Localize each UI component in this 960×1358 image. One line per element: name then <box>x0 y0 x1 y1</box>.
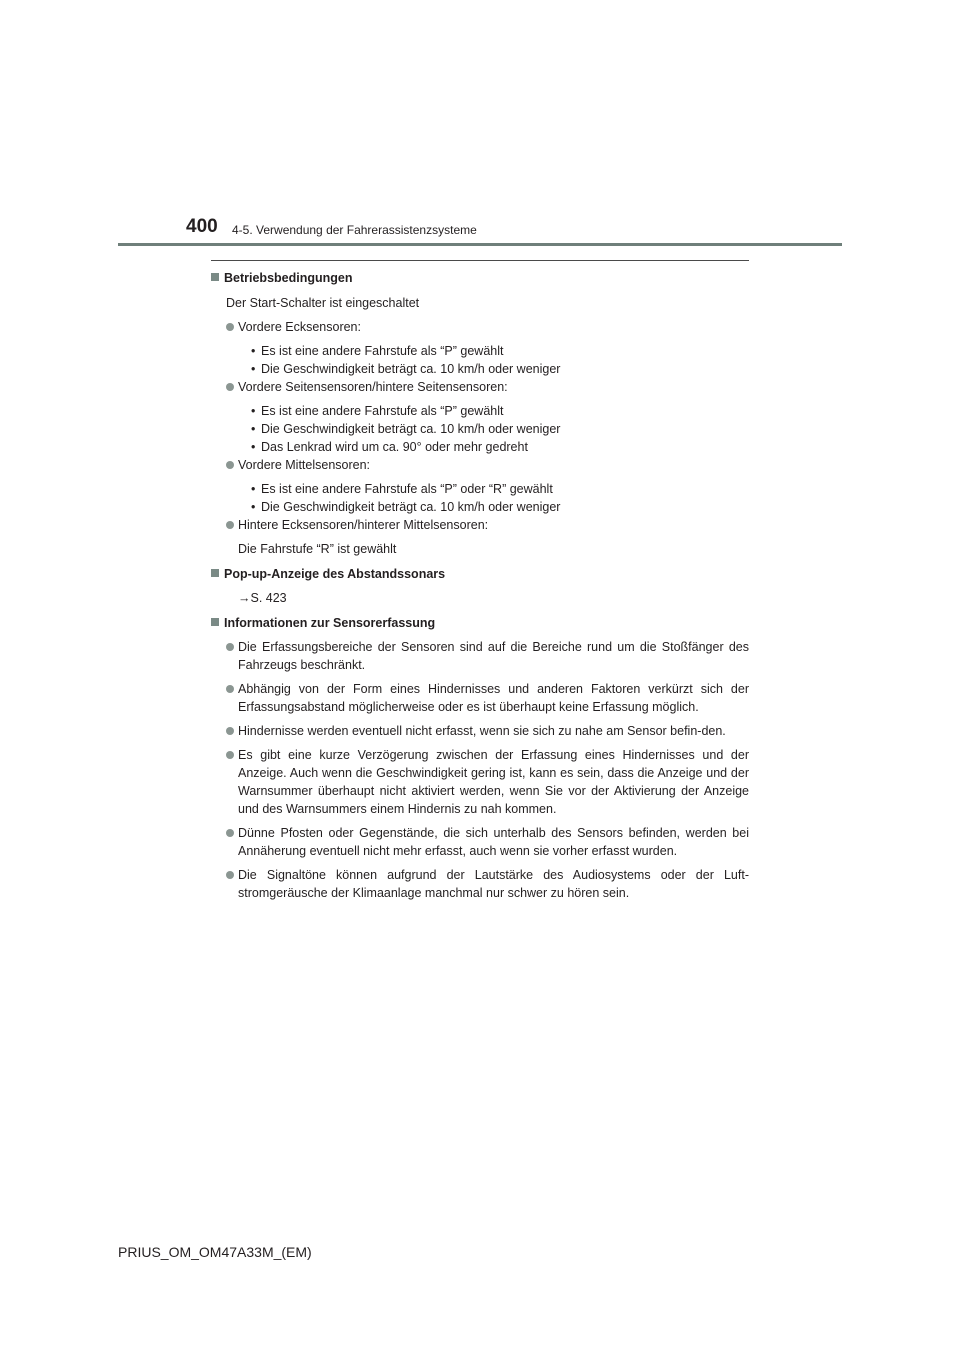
section-heading-text: Pop-up-Anzeige des Abstandssonars <box>224 567 446 581</box>
list-item: Vordere Mittelsensoren: <box>211 456 749 474</box>
sub-list-item: • Es ist eine andere Fahrstufe als “P” gewählt <box>251 344 504 358</box>
section-heading-popup-anzeige <box>211 565 749 583</box>
sub-list-item: • Es ist eine andere Fahrstufe als “P” gewählt <box>251 404 504 418</box>
header-rule <box>118 243 842 246</box>
square-bullet-icon <box>211 569 219 577</box>
footer-doc-code: PRIUS_OM_OM47A33M_(EM) <box>118 1244 312 1260</box>
section-heading-betriebsbedingungen <box>211 269 749 287</box>
circle-bullet-icon <box>226 727 234 735</box>
circle-bullet-icon <box>226 871 234 879</box>
square-bullet-icon <box>211 618 219 626</box>
circle-bullet-icon <box>226 829 234 837</box>
sub-list-item: • Es ist eine andere Fahrstufe als “P” oder “R” gewählt <box>251 482 553 496</box>
circle-bullet-icon <box>226 323 234 331</box>
list-item: Hintere Ecksensoren/hinterer Mittelsensoren: <box>211 516 749 534</box>
list-item: Vordere Seitensensoren/hintere Seitensensoren: <box>211 378 749 396</box>
section-heading-text: Informationen zur Sensorerfassung <box>224 616 436 630</box>
circle-bullet-icon <box>226 643 234 651</box>
section-heading-text: Betriebsbedingungen <box>224 271 353 285</box>
list-item: Vordere Ecksensoren: <box>211 318 749 336</box>
square-bullet-icon <box>211 273 219 281</box>
circle-bullet-icon <box>226 521 234 529</box>
section-rule <box>211 260 749 261</box>
sub-list-item: • Die Geschwindigkeit beträgt ca. 10 km/h oder weniger <box>251 362 561 376</box>
list-item: Dünne Pfosten oder Gegenstände, die sich unterhalb des Sensors befinden, werden bei Annäherung eventuell nicht mehr erfasst, auch wenn sie vorher erfasst wurden. <box>211 824 749 860</box>
circle-bullet-icon <box>226 751 234 759</box>
page-reference-link[interactable]: →S. 423 <box>238 591 287 605</box>
paragraph: Der Start-Schalter ist eingeschaltet <box>226 296 420 310</box>
page-content <box>211 268 749 902</box>
sub-list-item: • Die Geschwindigkeit beträgt ca. 10 km/h oder weniger <box>251 422 561 436</box>
page-number: 400 <box>186 216 218 237</box>
chapter-title: 4-5. Verwendung der Fahrerassistenzsysteme <box>232 223 477 237</box>
list-item: Die Signaltöne können aufgrund der Lautstärke des Audiosystems oder der Luft-stromgeräusche der Klimaanlage manchmal nur schwer zu hören sein. <box>211 866 749 902</box>
circle-bullet-icon <box>226 685 234 693</box>
list-item: Es gibt eine kurze Verzögerung zwischen der Erfassung eines Hindernisses und der Anzeige. Auch wenn die Geschwindigkeit gering ist, kann es sein, dass die Anzeige und der Warnsummer überhaupt nicht aktiviert werden, wenn Sie vor der Aktivierung der Anzeige und des Warnsummers einem Hindernis zu nah kommen. <box>211 746 749 818</box>
paragraph: Die Fahrstufe “R” ist gewählt <box>238 542 397 556</box>
circle-bullet-icon <box>226 461 234 469</box>
list-item: Die Erfassungsbereiche der Sensoren sind auf die Bereiche rund um die Stoßfänger des Fahrzeugs beschränkt. <box>211 638 749 674</box>
sub-list-item: • Das Lenkrad wird um ca. 90° oder mehr gedreht <box>251 440 528 454</box>
circle-bullet-icon <box>226 383 234 391</box>
section-heading-sensorerfassung <box>211 614 749 632</box>
list-item: Abhängig von der Form eines Hindernisses und anderen Faktoren verkürzt sich der Erfassungsabstand möglicherweise oder es ist überhaupt keine Erfassung möglich. <box>211 680 749 716</box>
list-item: Hindernisse werden eventuell nicht erfasst, wenn sie sich zu nahe am Sensor befin-den. <box>211 722 749 740</box>
sub-list-item: • Die Geschwindigkeit beträgt ca. 10 km/h oder weniger <box>251 500 561 514</box>
